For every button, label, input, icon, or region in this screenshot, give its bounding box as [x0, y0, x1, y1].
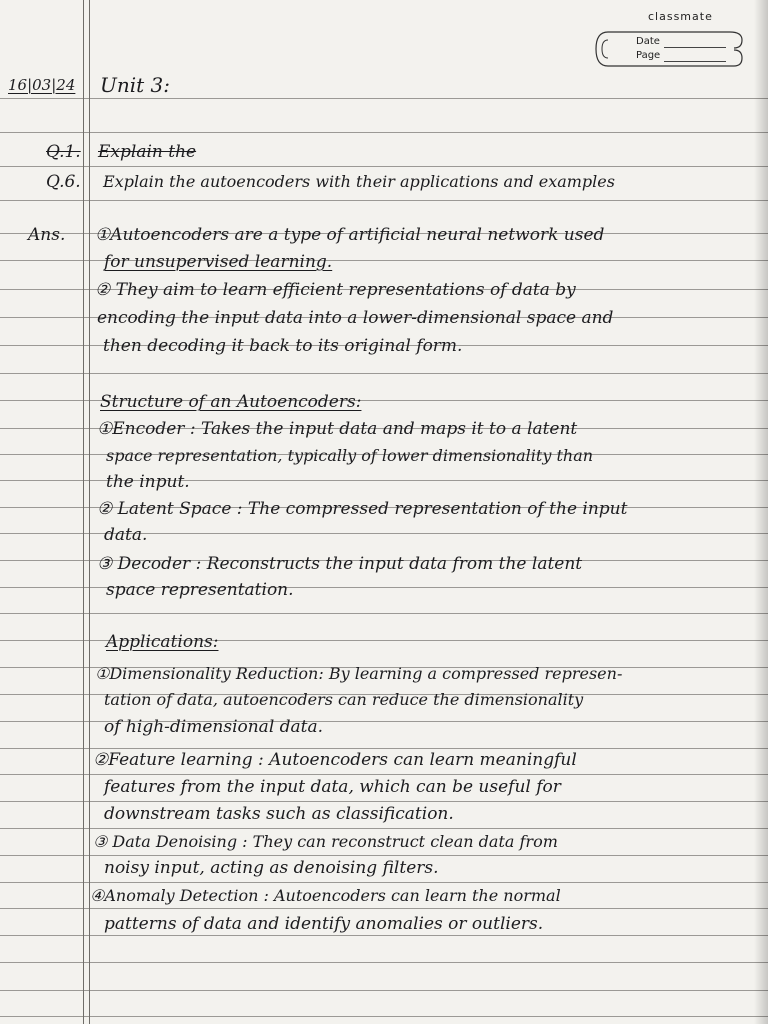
ruled-line: [0, 774, 768, 775]
struck-question-text: Explain the: [98, 142, 197, 162]
margin-line-right: [89, 0, 90, 1024]
answer-line: features from the input data, which can be useful for: [104, 777, 561, 797]
ruled-line: [0, 801, 768, 802]
ruled-line: [0, 882, 768, 883]
answer-line: ② Latent Space : The compressed representation of the input: [97, 499, 628, 519]
answer-line: ①Autoencoders are a type of artificial neural network used: [95, 225, 605, 245]
answer-line: space representation.: [106, 580, 294, 600]
answer-label: Ans.: [28, 225, 66, 245]
struck-question-number: Q.1.: [46, 142, 81, 162]
answer-line: ③ Decoder : Reconstructs the input data from the latent: [97, 554, 583, 574]
date-page-scroll-icon: [594, 26, 744, 72]
ruled-line: [0, 98, 768, 99]
page-label: Page: [636, 50, 661, 61]
answer-line: space representation, typically of lower dimensionality than: [106, 446, 594, 465]
answer-line: for unsupervised learning.: [104, 252, 333, 272]
answer-line: ③ Data Denoising : They can reconstruct clean data from: [93, 832, 558, 851]
answer-line: noisy input, acting as denoising filters.: [104, 858, 439, 878]
ruled-line: [0, 200, 768, 201]
answer-line: then decoding it back to its original form.: [103, 336, 463, 356]
ruled-line: [0, 748, 768, 749]
ruled-line: [0, 828, 768, 829]
answer-line: ② They aim to learn efficient representations of data by: [95, 280, 576, 300]
question-text: Explain the autoencoders with their applications and examples: [103, 172, 615, 191]
answer-line: patterns of data and identify anomalies or outliers.: [104, 914, 544, 934]
answer-line: downstream tasks such as classification.: [104, 804, 454, 824]
margin-date: 16|03|24: [8, 76, 76, 94]
answer-line: the input.: [106, 472, 190, 492]
ruled-line: [0, 962, 768, 963]
date-field-line: [664, 47, 726, 48]
answer-line: of high-dimensional data.: [104, 717, 324, 737]
ruled-line: [0, 908, 768, 909]
page-edge-shadow: [754, 0, 768, 1024]
ruled-line: [0, 166, 768, 167]
unit-heading: Unit 3:: [100, 73, 170, 97]
answer-line: ②Feature learning : Autoencoders can learn meaningful: [93, 750, 577, 770]
brand-logo: classmate: [648, 10, 713, 23]
margin-line-left: [83, 0, 84, 1024]
ruled-line: [0, 935, 768, 936]
section-heading: Structure of an Autoencoders:: [100, 392, 362, 412]
answer-line: encoding the input data into a lower-dimensional space and: [97, 308, 614, 328]
answer-line: data.: [104, 525, 148, 545]
ruled-line: [0, 1016, 768, 1017]
ruled-line: [0, 990, 768, 991]
ruled-line: [0, 613, 768, 614]
page-field-line: [664, 61, 726, 62]
ruled-line: [0, 855, 768, 856]
answer-line: tation of data, autoencoders can reduce the dimensionality: [104, 690, 584, 709]
ruled-line: [0, 373, 768, 374]
question-number: Q.6.: [46, 172, 81, 192]
answer-line: ④Anomaly Detection : Autoencoders can learn the normal: [90, 886, 561, 905]
answer-line: ①Dimensionality Reduction: By learning a compressed represen-: [95, 664, 623, 683]
section-heading: Applications:: [106, 632, 219, 652]
date-label: Date: [636, 36, 660, 47]
ruled-line: [0, 132, 768, 133]
answer-line: ①Encoder : Takes the input data and maps it to a latent: [97, 419, 578, 439]
